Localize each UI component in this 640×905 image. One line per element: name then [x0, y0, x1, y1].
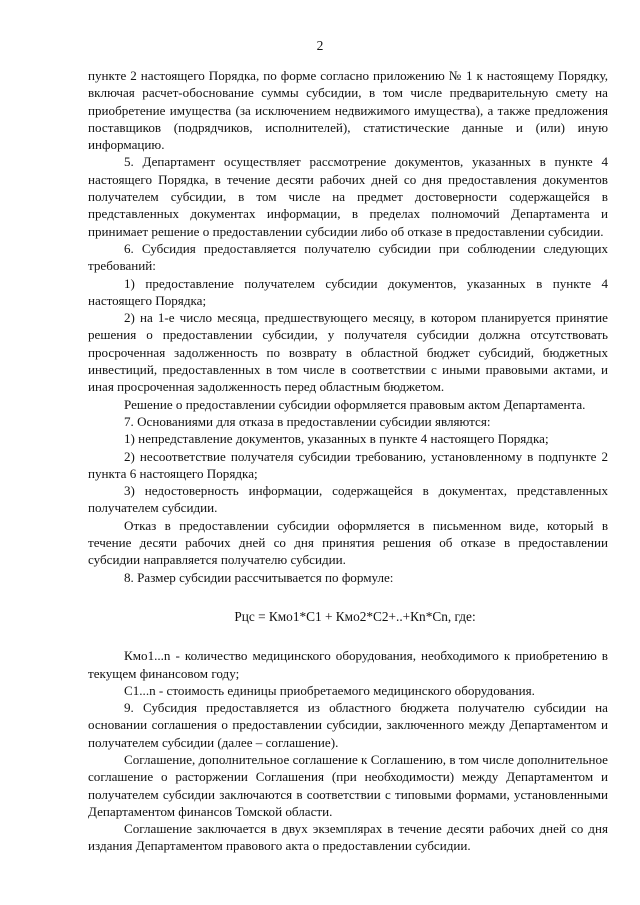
paragraph-item-7-2: 2) несоответствие получателя субсидии требованию, установленному в подпункте 2 пункта 6 настоящего Порядка;: [88, 448, 608, 481]
paragraph-item-5: 5. Департамент осуществляет рассмотрение документов, указанных в пункте 4 настоящего Порядка, в течение десяти рабочих дней со дня предоставления документов получателем субсидии, в том числе на предмет достоверности содержащейся в представленных документах информации, в пределах полномочий Департамента и принимает решение о предоставлении субсидии либо об отказе в предоставлении субсидии.: [88, 154, 608, 239]
formula: Рцс = Кмо1*С1 + Кмо2*С2+..+Кn*Сn, где:: [234, 608, 476, 624]
paragraph-formula-c: С1...n - стоимость единицы приобретаемого медицинского оборудования.: [124, 682, 535, 698]
paragraph-item-9: 9. Субсидия предоставляется из областного бюджета получателю субсидии на основании соглашения о предоставлении субсидии, заключенного между Департаментом и получателем субсидии (далее – соглашение).: [88, 700, 608, 750]
paragraph-formula-kmo: Кмо1...n - количество медицинского оборудования, необходимого к приобретению в текущем финансовом году;: [88, 648, 608, 681]
paragraph-item-6: 6. Субсидия предоставляется получателю субсидии при соблюдении следующих требований:: [88, 240, 608, 274]
paragraph-item-7-3: 3) недостоверность информации, содержащейся в документах, представленных получателем субсидии.: [88, 483, 608, 516]
paragraph-continuation: пункте 2 настоящего Порядка, по форме согласно приложению № 1 к настоящему Порядку, включая расчет-обоснование суммы субсидии, в том числе предварительную смету на приобретение имущества (за исключением недвижимого имущества), а также предложения поставщиков (подрядчиков, исполнителей), статистические данные и (или) иную информацию.: [88, 68, 608, 153]
paragraph-refusal: Отказ в предоставлении субсидии оформляется в письменном виде, который в течение десяти рабочих дней со дня принятия решения об отказе в предоставлении субсидии направляется получателю субсидии.: [88, 517, 608, 568]
page-number: 2: [316, 38, 324, 53]
paragraph-item-6-1: 1) предоставление получателем субсидии документов, указанных в пункте 4 настоящего Порядка;: [88, 275, 608, 308]
paragraph-item-7-1: 1) непредставление документов, указанных в пункте 4 настоящего Порядка;: [124, 431, 549, 447]
paragraph-item-6-2: 2) на 1-е число месяца, предшествующего месяцу, в котором планируется принятие решения о предоставлении субсидии, у получателя субсидии должна отсутствовать просроченная задолженность по возврату в областной бюджет субсидий, бюджетных инвестиций, предоставленных в том числе в соответствии с иными правовыми актами, и иная просроченная задолженность перед областным бюджетом.: [88, 310, 608, 395]
paragraph-decision: Решение о предоставлении субсидии оформляется правовым актом Департамента.: [124, 396, 586, 412]
paragraph-item-8: 8. Размер субсидии рассчитывается по формуле:: [124, 569, 394, 585]
paragraph-agreement-term: Соглашение заключается в двух экземплярах в течение десяти рабочих дней со дня издания Департаментом правового акта о предоставлении субсидии.: [88, 821, 608, 854]
paragraph-agreement-forms: Соглашение, дополнительное соглашение к Соглашению, в том числе дополнительное соглашение о расторжении Соглашения (при необходимости) между Департаментом и получателем субсидии заключаются в соответствии с типовыми формами, установленными Департаментом финансов Томской области.: [88, 751, 608, 819]
document-body: [88, 67, 608, 855]
paragraph-item-7: 7. Основаниями для отказа в предоставлении субсидии являются:: [124, 413, 491, 429]
